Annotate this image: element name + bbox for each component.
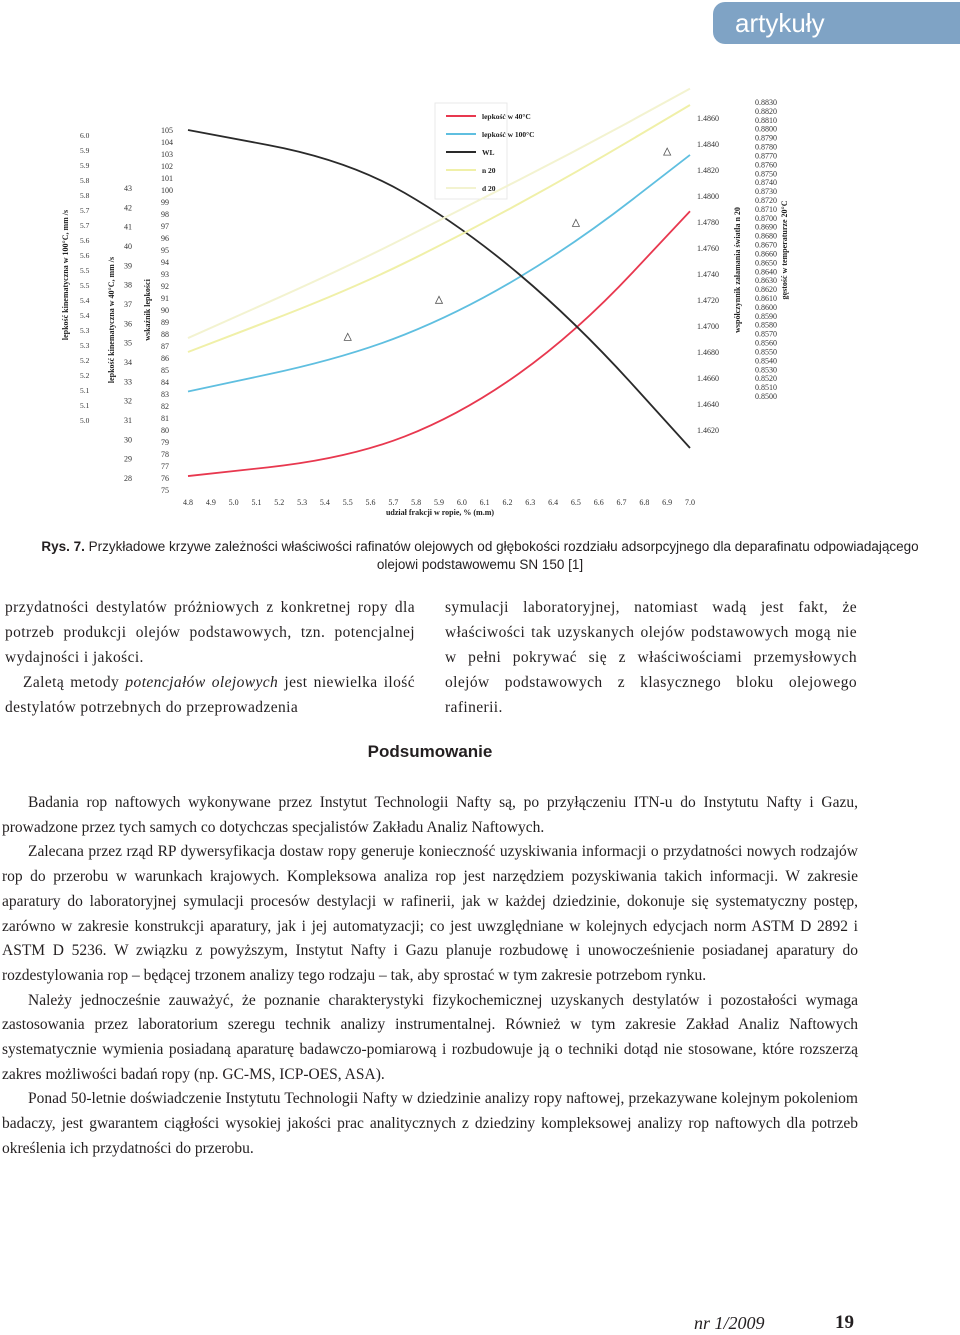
d20-tick-label: 0.8660: [755, 249, 777, 259]
wl-tick-label: 84: [161, 378, 169, 387]
v100-tick-label: 5.8: [80, 191, 90, 200]
x-tick-label: 6.4: [548, 498, 559, 507]
n20-tick-label: 1.4740: [697, 270, 719, 279]
d20-tick-label: 0.8830: [755, 98, 777, 107]
v100-tick-label: 5.4: [80, 311, 90, 320]
x-tick-label: 6.9: [662, 498, 673, 507]
legend-entry: d 20: [482, 184, 496, 193]
v100-tick-label: 5.6: [80, 251, 90, 260]
x-tick-label: 7.0: [685, 498, 695, 507]
caption-label: Rys. 7.: [41, 539, 85, 554]
data-marker: [572, 219, 579, 226]
wl-tick-label: 91: [161, 294, 169, 303]
d20-tick-label: 0.8820: [755, 106, 777, 116]
v100-axis-label: lepkość kinematyczna w 100°C, mm /s: [61, 209, 70, 341]
x-tick-label: 6.5: [570, 498, 581, 507]
x-tick-label: 5.6: [365, 498, 376, 507]
v40-tick-label: 37: [124, 300, 132, 309]
wl-tick-label: 104: [161, 138, 173, 147]
v100-tick-label: 5.7: [80, 221, 90, 230]
legend-entry: lepkość w 100°C: [482, 130, 535, 139]
v40-tick-label: 32: [124, 396, 132, 406]
d20-tick-label: 0.8560: [755, 338, 777, 348]
x-tick-label: 4.8: [183, 498, 193, 507]
n20-axis-label: współczynnik załamania światła n 20: [733, 207, 742, 333]
d20-tick-label: 0.8590: [755, 311, 777, 321]
d20-tick-label: 0.8570: [755, 329, 777, 339]
wl-tick-label: 85: [161, 366, 169, 375]
summary-paragraph: Badania rop naftowych wykonywane przez Instytut Technologii Nafty są, po przyłączeniu ITN-u do Instytutu Nafty i Gazu, prowadzone przez tych samych co dotychczas specjalistów Zakładu Analiz Naftowych.: [2, 794, 858, 836]
x-tick-label: 6.7: [616, 498, 627, 507]
v40-tick-label: 43: [124, 184, 132, 193]
n20-tick-label: 1.4820: [697, 166, 719, 175]
wl-tick-label: 100: [161, 186, 173, 195]
x-tick-label: 5.0: [228, 498, 239, 507]
n20-tick-label: 1.4700: [697, 322, 719, 331]
v40-tick-label: 40: [124, 242, 132, 251]
n20-tick-label: 1.4860: [697, 114, 719, 123]
n20-tick-label: 1.4660: [697, 374, 719, 383]
d20-tick-label: 0.8530: [755, 365, 777, 375]
d20-tick-label: 0.8630: [755, 276, 777, 286]
v100-tick-label: 5.5: [80, 266, 90, 275]
d20-tick-label: 0.8810: [755, 115, 777, 125]
left-paragraph-2: Zaletą metody potencjałów olejowych jest niewielka ilość destylatów potrzebnych do przeprowadzenia: [5, 674, 415, 716]
wl-tick-label: 75: [161, 486, 169, 495]
legend-entry: n 20: [482, 166, 496, 175]
v40-axis-label: lepkość kinematyczna w 40°C, mm /s: [107, 256, 116, 384]
v100-tick-label: 5.2: [80, 356, 90, 365]
n20-tick-label: 1.4760: [697, 244, 719, 253]
data-marker: [436, 296, 443, 303]
wl-tick-label: 90: [161, 306, 169, 315]
wl-tick-label: 97: [161, 222, 169, 231]
d20-tick-label: 0.8580: [755, 320, 777, 330]
v40-tick-label: 35: [124, 338, 132, 348]
v100-tick-label: 5.4: [80, 296, 90, 305]
v40-tick-label: 29: [124, 454, 132, 464]
figure-caption: [40, 538, 920, 574]
wl-tick-label: 77: [161, 462, 169, 471]
x-tick-label: 5.5: [342, 498, 353, 507]
v100-tick-label: 5.3: [80, 341, 90, 350]
d20-tick-label: 0.8620: [755, 285, 777, 295]
x-tick-label: 5.4: [319, 498, 330, 507]
wl-tick-label: 92: [161, 282, 169, 291]
d20-tick-label: 0.8600: [755, 302, 777, 312]
d20-tick-label: 0.8720: [755, 196, 777, 205]
v100-tick-label: 5.9: [80, 161, 90, 170]
series-line: [188, 211, 690, 476]
wl-tick-label: 83: [161, 390, 169, 399]
d20-tick-label: 0.8770: [755, 151, 777, 161]
wl-tick-label: 105: [161, 126, 173, 135]
x-tick-label: 6.3: [525, 498, 536, 507]
x-tick-label: 5.8: [411, 498, 422, 507]
v40-tick-label: 36: [124, 319, 132, 329]
summary-paragraph: Należy jednocześnie zauważyć, że poznanie charakterystyki fizykochemicznej uzyskanych destylatów i pozostałości wymaga zastosowania przez laboratorium szeregu technik analizy instrumentalnej. Również w tym zakresie Zakład Analiz Naftowych systematycznie wymienia posiadaną aparaturę badawczo-pomiarową i rozbudowuje ją o techniki dotąd nie stosowane, które rozszerzą zakres możliwości badań ropy (np. GC-MS, ICP-OES, ASA).: [2, 991, 858, 1083]
data-marker: [664, 148, 671, 155]
v40-tick-label: 41: [124, 222, 132, 232]
d20-tick-label: 0.8690: [755, 222, 777, 232]
d20-tick-label: 0.8670: [755, 240, 777, 250]
v100-tick-label: 5.8: [80, 176, 90, 185]
x-tick-label: 5.1: [251, 498, 262, 507]
caption-text: Przykładowe krzywe zależności właściwości rafinatów olejowych od głębokości rozdziału adsorpcyjnego dla deparafinatu odpowiadającego olejowi podstawowemu SN 150 [1]: [88, 539, 919, 572]
wl-tick-label: 86: [161, 354, 169, 363]
x-axis-label: udział frakcji w ropie, % (m.m): [385, 508, 495, 517]
x-tick-label: 6.2: [502, 498, 513, 507]
wl-tick-label: 89: [161, 318, 169, 327]
wl-tick-label: 99: [161, 198, 169, 207]
wl-tick-label: 101: [161, 174, 173, 183]
x-tick-label: 6.6: [593, 498, 604, 507]
d20-tick-label: 0.8640: [755, 267, 777, 277]
d20-tick-label: 0.8610: [755, 294, 777, 303]
n20-tick-label: 1.4780: [697, 218, 719, 227]
page-number: 19: [835, 1312, 854, 1333]
data-marker: [344, 333, 351, 340]
v100-tick-label: 5.1: [80, 401, 90, 410]
v100-tick-label: 5.0: [80, 416, 90, 425]
left-column: [5, 595, 415, 720]
d20-tick-label: 0.8510: [755, 383, 777, 393]
wl-tick-label: 93: [161, 270, 169, 279]
section-badge: artykuły: [713, 2, 960, 44]
d20-tick-label: 0.8700: [755, 213, 777, 223]
v40-tick-label: 42: [124, 203, 132, 213]
summary-paragraph: Ponad 50-letnie doświadczenie Instytutu Technologii Nafty w dziedzinie analizy ropy naftowej, przekazywane kolejnym pokoleniom badaczy, jest gwarantem ciągłości wysokiej jakości prac analitycznych z dziedziny kompleksowej analizy rop naftowych dla potrzeb określenia ich przydatności do przerobu.: [2, 1090, 858, 1157]
d20-tick-label: 0.8650: [755, 258, 777, 268]
v100-tick-label: 5.3: [80, 326, 90, 335]
v40-tick-label: 31: [124, 416, 132, 425]
wl-tick-label: 88: [161, 330, 169, 339]
d20-tick-label: 0.8710: [755, 204, 777, 214]
x-tick-label: 6.0: [456, 498, 467, 507]
v40-tick-label: 30: [124, 435, 132, 445]
d20-tick-label: 0.8550: [755, 347, 777, 357]
v100-tick-label: 5.6: [80, 236, 90, 245]
d20-tick-label: 0.8800: [755, 124, 777, 134]
n20-tick-label: 1.4720: [697, 296, 719, 305]
section-heading: Podsumowanie: [367, 742, 493, 761]
wl-tick-label: 87: [161, 342, 169, 351]
summary-body: [2, 791, 858, 1162]
x-tick-label: 5.7: [388, 498, 399, 507]
x-tick-label: 5.9: [434, 498, 444, 507]
left-paragraph-1: przydatności destylatów próżniowych z konkretnej ropy dla potrzeb produkcji olejów podstawowych, tzn. potencjalnej wydajności i jakości.: [5, 599, 415, 666]
n20-tick-label: 1.4840: [697, 140, 719, 149]
wl-tick-label: 82: [161, 402, 169, 411]
legend-entry: lepkość w 40°C: [482, 112, 531, 121]
v100-tick-label: 5.5: [80, 281, 90, 290]
d20-tick-label: 0.8500: [755, 392, 777, 401]
wl-tick-label: 98: [161, 210, 169, 219]
d20-tick-label: 0.8730: [755, 187, 777, 197]
d20-axis-label: gęstość w temperaturze 20°C: [780, 200, 789, 300]
wl-tick-label: 76: [161, 474, 169, 483]
d20-tick-label: 0.8520: [755, 374, 777, 384]
wl-tick-label: 103: [161, 150, 173, 159]
right-paragraph-1: symulacji laboratoryjnej, natomiast wadą jest fakt, że właściwości tak uzyskanych olejów podstawowych mogą nie w pełni pokrywać się z właściwościami przemysłowych olejów podstawowych z klasycznego bloku olejowego rafinerii.: [445, 599, 857, 716]
n20-tick-label: 1.4640: [697, 400, 719, 409]
figure-chart: [0, 0, 960, 540]
x-tick-label: 6.1: [479, 498, 490, 507]
d20-tick-label: 0.8680: [755, 231, 777, 241]
d20-tick-label: 0.8750: [755, 169, 777, 179]
wl-tick-label: 79: [161, 438, 169, 447]
d20-tick-label: 0.8760: [755, 160, 777, 170]
issue-number: nr 1/2009: [694, 1313, 765, 1333]
v100-tick-label: 5.7: [80, 206, 90, 215]
wl-tick-label: 78: [161, 450, 169, 459]
wl-tick-label: 102: [161, 162, 173, 171]
v100-tick-label: 6.0: [80, 131, 90, 140]
d20-tick-label: 0.8780: [755, 142, 777, 152]
v40-tick-label: 33: [124, 377, 132, 387]
n20-tick-label: 1.4620: [697, 426, 719, 435]
v40-tick-label: 28: [124, 474, 132, 483]
n20-tick-label: 1.4680: [697, 348, 719, 357]
right-column: [445, 595, 857, 720]
wl-tick-label: 96: [161, 234, 169, 243]
v40-tick-label: 39: [124, 261, 132, 271]
wl-tick-label: 81: [161, 414, 169, 423]
d20-tick-label: 0.8540: [755, 356, 777, 366]
wl-tick-label: 95: [161, 246, 169, 255]
d20-tick-label: 0.8740: [755, 178, 777, 188]
x-tick-label: 5.2: [274, 498, 285, 507]
d20-tick-label: 0.8790: [755, 133, 777, 143]
v40-tick-label: 38: [124, 280, 132, 290]
x-tick-label: 6.8: [639, 498, 650, 507]
x-tick-label: 4.9: [205, 498, 216, 507]
wl-axis-label: wskaźnik lepkości: [143, 279, 152, 341]
wl-tick-label: 94: [161, 258, 169, 267]
wl-tick-label: 80: [161, 426, 169, 435]
v100-tick-label: 5.2: [80, 371, 90, 380]
v40-tick-label: 34: [124, 358, 132, 367]
legend-entry: WL: [482, 148, 495, 157]
v100-tick-label: 5.1: [80, 386, 90, 395]
summary-paragraph: Zalecana przez rząd RP dywersyfikacja dostaw ropy generuje konieczność uzyskiwania informacji o przydatności nowych rodzajów rop do przerobu w warunkach krajowych. Kompleksowa analiza rop jest narzędziem pozyskiwania takich informacji. W zakresie aparatury do laboratoryjnej symulacji procesów destylacji w rafinerii, jak w każdej dziedzinie, dokonuje się systematyczny postęp, zarówno w zakresie konstrukcji aparatury, jak i jej automatyzacji; co jest uwzględniane w kolejnych edycjach norm ASTM D 2892 i ASTM D 5236. W związku z powyższym, Instytut Nafty i Gazu planuje rozbudowę i unowocześnienie posiadanej aparatury do rozdestylowania rop – będącej trzonem analizy tego rodzaju – tak, aby sprostać w tym zakresie potrzebom rynku.: [2, 843, 858, 984]
n20-tick-label: 1.4800: [697, 192, 719, 201]
v100-tick-label: 5.9: [80, 146, 90, 155]
x-tick-label: 5.3: [297, 498, 308, 507]
